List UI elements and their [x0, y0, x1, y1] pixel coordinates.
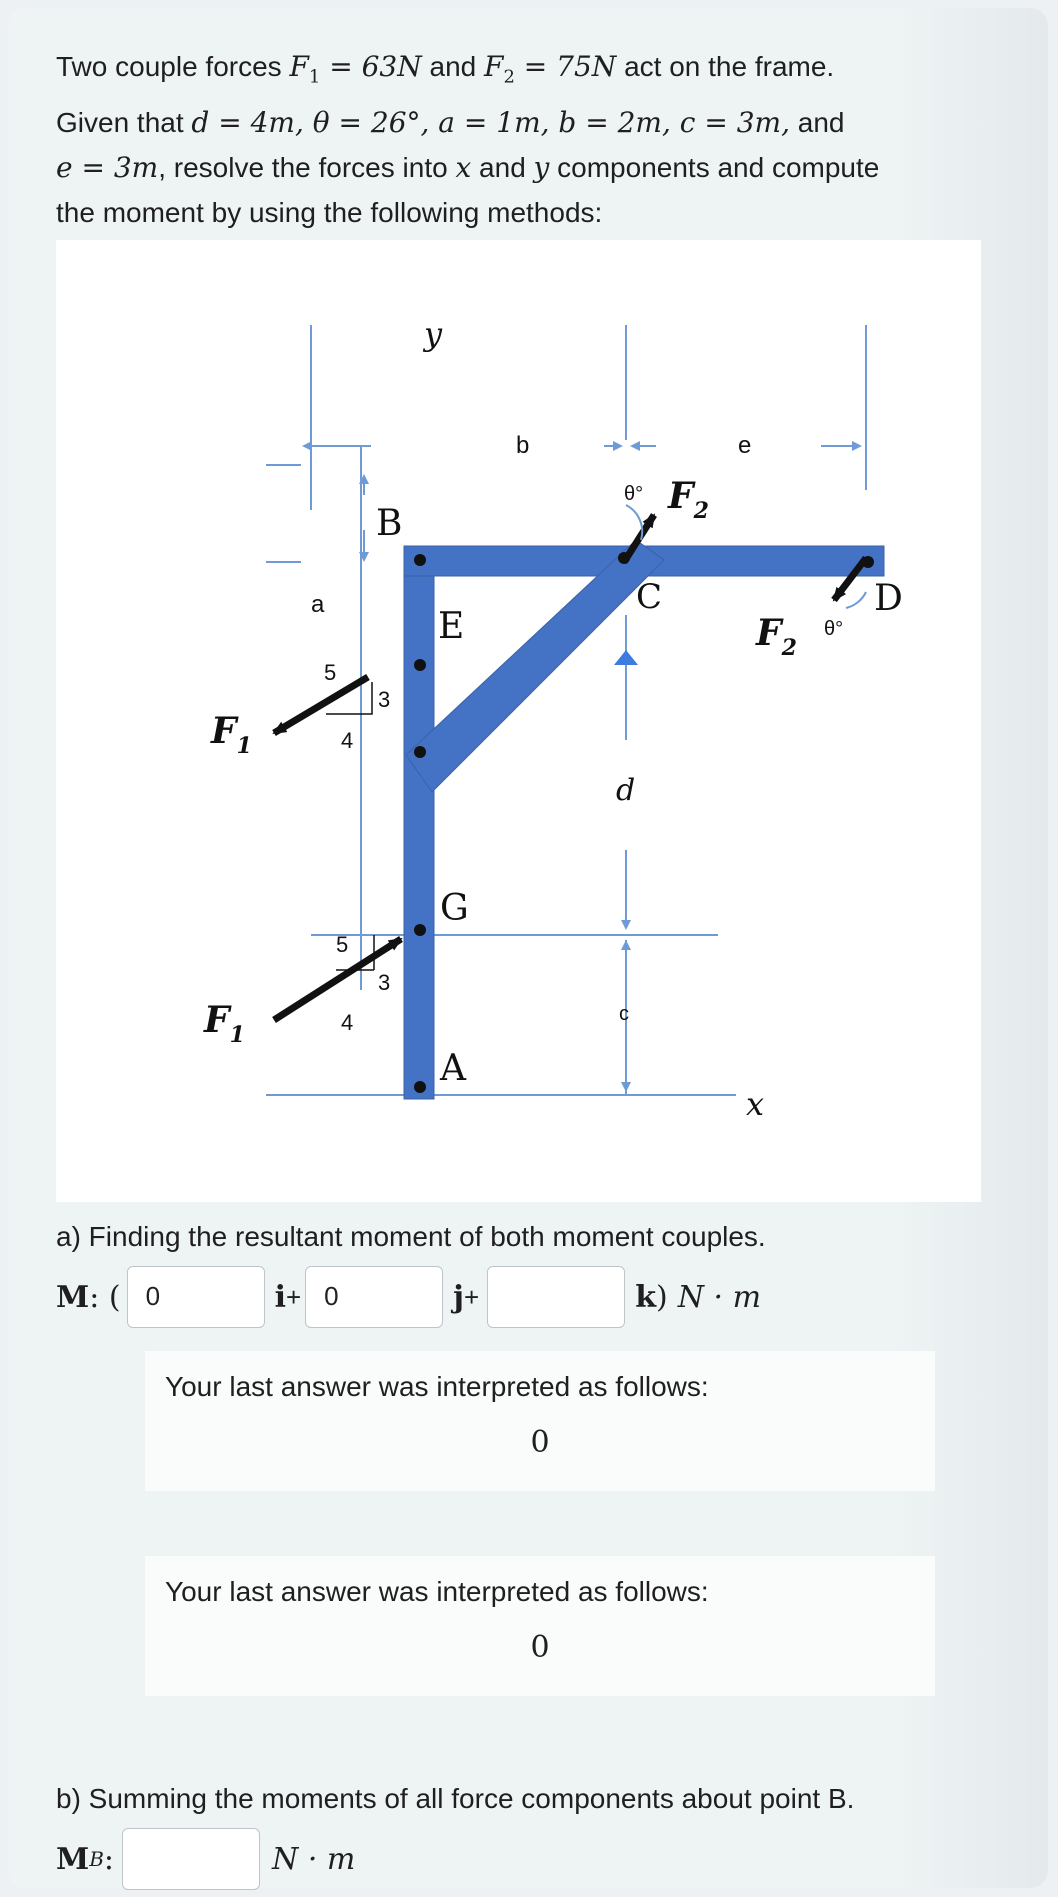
- frame-diagram: [56, 240, 981, 1202]
- label-E: E: [438, 606, 465, 647]
- text: :: [103, 1841, 115, 1877]
- math-e: e = 3m: [56, 150, 159, 184]
- feedback-value: 0: [530, 1630, 550, 1665]
- label-tri-top-5: 5: [324, 660, 337, 685]
- label-tri-bot-3: 3: [378, 970, 391, 995]
- question-line-3: [56, 145, 1016, 190]
- label-tri-bot-5: 5: [336, 932, 349, 957]
- part-b-answer-row: [56, 1828, 355, 1890]
- label-F1-top-sub: 1: [236, 733, 252, 759]
- moment-B-symbol: M: [56, 1841, 90, 1877]
- member-vertical: [404, 546, 434, 1099]
- math-f1: F: [289, 50, 309, 83]
- question-line-1: [56, 44, 1016, 100]
- part-a-answer-row: [56, 1266, 761, 1328]
- label-F1-bottom: [203, 999, 245, 1048]
- label-F1-bottom-letter: F: [204, 999, 230, 1041]
- label-a: a: [311, 591, 325, 618]
- unit-i: i: [274, 1279, 286, 1315]
- support-triangle: [614, 650, 638, 665]
- question-line-4: [56, 190, 1016, 235]
- math-f2-sub: 2: [503, 66, 515, 88]
- point-B: [414, 554, 426, 566]
- label-d: d: [616, 773, 636, 808]
- label-x-axis: x: [746, 1085, 765, 1123]
- label-e: e: [738, 432, 752, 459]
- label-tri-bot-4: 4: [341, 1010, 354, 1035]
- label-theta-right: θ°: [824, 618, 844, 640]
- moment-k-input[interactable]: [487, 1266, 625, 1328]
- label-c: c: [619, 1003, 629, 1025]
- label-F2-top-sub: 2: [693, 498, 709, 524]
- feedback-label: Your last answer was interpreted as follows:: [165, 1576, 709, 1607]
- text: Given that: [56, 106, 192, 138]
- moment-i-input[interactable]: 0: [127, 1266, 265, 1328]
- units: N · m: [677, 1279, 762, 1315]
- unit-k: k: [635, 1279, 657, 1315]
- label-F1-bottom-sub: 1: [229, 1022, 245, 1048]
- math-y: y: [533, 150, 550, 184]
- question-line-2: [56, 100, 1016, 145]
- label-tri-top-4: 4: [341, 728, 354, 753]
- point-mid: [414, 746, 426, 758]
- math-eq1: = 63N: [320, 50, 422, 83]
- feedback-label: Your last answer was interpreted as follows:: [165, 1371, 709, 1402]
- text: : (: [89, 1279, 121, 1315]
- units: N · m: [272, 1841, 356, 1877]
- moment-B-input[interactable]: [122, 1828, 260, 1890]
- unit-j: j: [453, 1279, 465, 1315]
- text: +: [285, 1281, 302, 1312]
- label-F2-top-letter: F: [668, 475, 694, 517]
- label-y-axis: y: [424, 315, 443, 353]
- part-b-label: b) Summing the moments of all force components about point B.: [56, 1783, 855, 1814]
- force-arrow-F1-top: [274, 677, 368, 733]
- label-F1-top: [210, 710, 252, 759]
- label-F2-right-letter: F: [756, 612, 782, 654]
- math-f2: F: [484, 50, 504, 83]
- label-B: B: [376, 503, 403, 544]
- part-a-label: a) Finding the resultant moment of both moment couples.: [56, 1221, 766, 1252]
- label-F2-top: [667, 475, 709, 524]
- point-G: [414, 924, 426, 936]
- label-b: b: [516, 432, 530, 459]
- math-f1-sub: 1: [308, 66, 321, 88]
- text: act on the frame.: [616, 51, 835, 82]
- feedback-value: 0: [530, 1425, 550, 1460]
- text: , resolve the forces into: [158, 151, 456, 183]
- label-theta-top: θ°: [624, 483, 644, 505]
- frame: [404, 540, 884, 1099]
- point-E: [414, 659, 426, 671]
- label-F2-right-sub: 2: [781, 635, 797, 661]
- text: +: [464, 1281, 480, 1312]
- text: Two couple forces: [56, 51, 290, 82]
- label-tri-top-3: 3: [378, 687, 391, 712]
- label-F1-top-letter: F: [211, 710, 237, 752]
- moment-B-sub: B: [89, 1847, 104, 1871]
- question-card: [8, 8, 1048, 1888]
- question-text: [56, 44, 1016, 235]
- moment-symbol: M: [56, 1279, 90, 1315]
- math-x: x: [455, 150, 472, 184]
- feedback-box-1: [145, 1351, 935, 1491]
- label-F2-right: [755, 612, 797, 661]
- math-givens: d = 4m, θ = 26°, a = 1m, b = 2m, c = 3m,: [191, 105, 790, 139]
- text: and: [421, 51, 485, 82]
- feedback-box-2: [145, 1556, 935, 1696]
- text: and: [790, 106, 845, 138]
- label-G: G: [440, 888, 469, 929]
- angle-arc-right: [846, 592, 866, 608]
- label-C: C: [636, 577, 663, 617]
- math-eq2: = 75N: [514, 50, 617, 83]
- label-A: A: [440, 1048, 466, 1089]
- moment-j-input[interactable]: 0: [305, 1266, 443, 1328]
- frame-diagram-svg: [56, 240, 981, 1202]
- text: the moment by using the following methods:: [56, 196, 603, 228]
- text: ): [656, 1279, 668, 1315]
- text: components and compute: [549, 151, 880, 183]
- label-D: D: [874, 578, 903, 619]
- point-A: [414, 1081, 426, 1093]
- text: and: [471, 151, 534, 183]
